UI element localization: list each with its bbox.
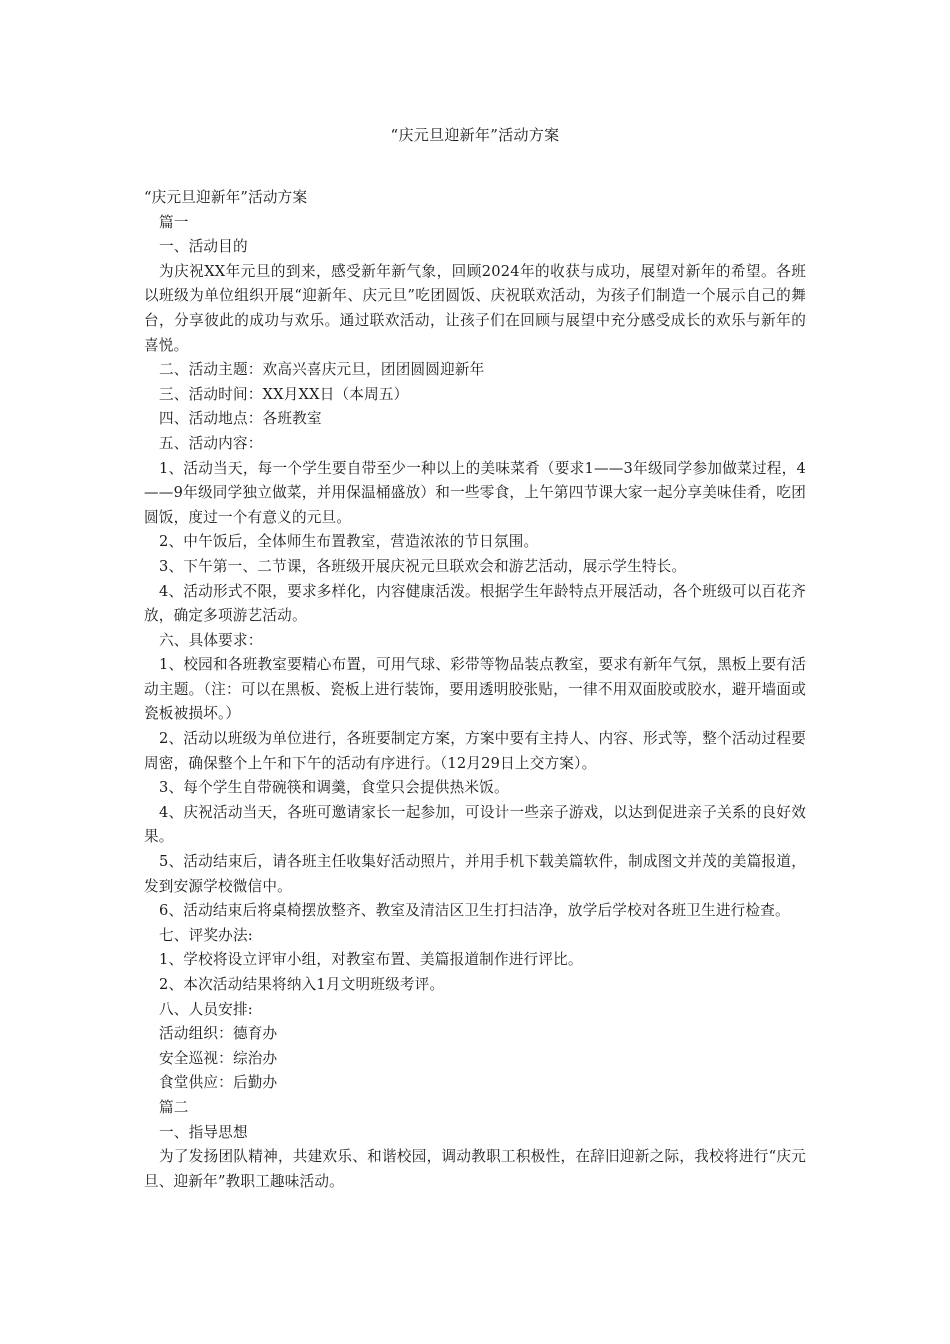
paragraph: 6、活动结束后将桌椅摆放整齐、教室及清洁区卫生打扫洁净，放学后学校对各班卫生进行检查。 xyxy=(159,902,790,920)
paragraph: 为庆祝XX年元旦的到来，感受新年新气象，回顾2024年的收获与成功，展望对新年的希望。各班以班级为单位组织开展“迎新年、庆元旦”吃团圆饭、庆祝联欢活动，为孩子们制造一个展示自己的舞台，分享彼此的成功与欢乐。通过联欢活动，让孩子们在回顾与展望中充分感受成长的欢乐与新年的喜悦。 xyxy=(144,262,806,354)
paragraph: 1、校园和各班教室要精心布置，可用气球、彩带等物品装点教室，要求有新年气氛，黑板上要有活动主题。（注：可以在黑板、瓷板上进行装饰，要用透明胶张贴，一律不用双面胶或胶水，避开墙面或瓷板被损坏。） xyxy=(144,656,806,723)
document-body xyxy=(144,186,806,1194)
paragraph: 为了发扬团队精神，共建欢乐、和谐校园，调动教职工积极性，在辞旧迎新之际，我校将进行“庆元旦、迎新年”教职工趣味活动。 xyxy=(144,1148,806,1190)
paragraph: 4、庆祝活动当天，各班可邀请家长一起参加，可设计一些亲子游戏，以达到促进亲子关系的良好效果。 xyxy=(144,803,806,846)
paragraph: 四、活动地点：各班教室 xyxy=(159,410,322,428)
paragraph: 篇一 xyxy=(159,213,189,231)
paragraph: 4、活动形式不限，要求多样化，内容健康活泼。根据学生年龄特点开展活动，各个班级可以百花齐放，确定多项游艺活动。 xyxy=(144,582,806,625)
paragraph: 2、活动以班级为单位进行，各班要制定方案，方案中要有主持人、内容、形式等，整个活动过程要周密，确保整个上午和下午的活动有序进行。（12月29日上交方案）。 xyxy=(144,730,806,772)
paragraph: 1、学校将设立评审小组，对教室布置、美篇报道制作进行评比。 xyxy=(159,951,583,969)
paragraph: 3、每个学生自带碗筷和调羹，食堂只会提供热米饭。 xyxy=(159,779,509,797)
paragraph: 七、评奖办法: xyxy=(159,926,253,944)
paragraph: “庆元旦迎新年”活动方案 xyxy=(144,189,308,206)
paragraph: 2、中午饭后，全体师生布置教室，营造浓浓的节日氛围。 xyxy=(159,533,539,551)
document-title: “庆元旦迎新年”活动方案 xyxy=(390,126,560,144)
paragraph: 3、下午第一、二节课，各班级开展庆祝元旦联欢会和游艺活动，展示学生特长。 xyxy=(159,557,687,575)
paragraph: 2、本次活动结果将纳入1月文明班级考评。 xyxy=(159,976,445,993)
paragraph: 1、活动当天，每一个学生要自带至少一种以上的美味菜肴（要求1——3年级同学参加做菜过程，4——9年级同学独立做菜，并用保温桶盛放）和一些零食，上午第四节课大家一起分享美味佳肴，吃团圆饭，度过一个有意义的元旦。 xyxy=(144,459,806,526)
paragraph: 六、具体要求： xyxy=(159,631,263,649)
paragraph: 活动组织：德育办 xyxy=(159,1025,278,1043)
paragraph: 安全巡视：综治办 xyxy=(159,1049,278,1067)
paragraph: 篇二 xyxy=(159,1098,189,1116)
paragraph: 食堂供应：后勤办 xyxy=(159,1074,278,1092)
paragraph: 八、人员安排: xyxy=(159,1000,253,1018)
paragraph: 一、指导思想 xyxy=(159,1123,248,1141)
paragraph: 一、活动目的 xyxy=(159,238,248,256)
paragraph: 三、活动时间：XX月XX日（本周五） xyxy=(159,385,409,403)
paragraph: 5、活动结束后，请各班主任收集好活动照片，并用手机下载美篇软件，制成图文并茂的美篇报道，发到安源学校微信中。 xyxy=(144,853,806,895)
paragraph: 五、活动内容： xyxy=(159,434,263,452)
paragraph: 二、活动主题：欢高兴喜庆元旦，团团圆圆迎新年 xyxy=(159,361,485,379)
